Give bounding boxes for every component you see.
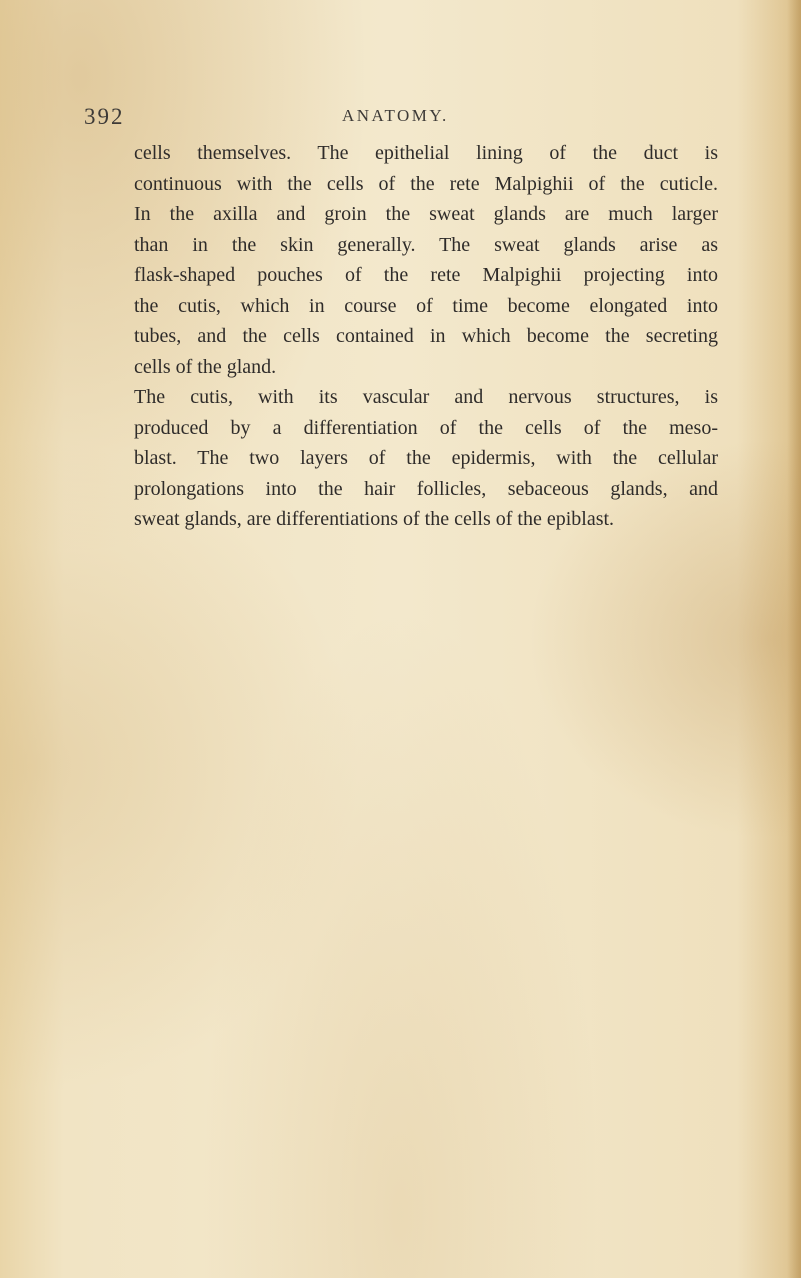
paragraph-start-line: The cutis, with its vascular and nervous structures, is bbox=[134, 386, 718, 408]
page-header bbox=[84, 104, 724, 138]
page-number: 392 bbox=[84, 104, 125, 129]
running-head: ANATOMY. bbox=[342, 106, 449, 125]
text-line: blast. The two layers of the epidermis, with the cellular bbox=[134, 447, 718, 469]
text-line: continuous with the cells of the rete Malpighii of the cuticle. bbox=[134, 172, 718, 195]
text-line: cells of the gland. bbox=[134, 355, 277, 378]
text-line: than in the skin generally. The sweat glands arise as bbox=[134, 233, 718, 256]
text-line: cells themselves. The epithelial lining of the duct is bbox=[134, 142, 718, 164]
text-line: prolongations into the hair follicles, sebaceous glands, and bbox=[134, 477, 718, 500]
text-line: flask-shaped pouches of the rete Malpighii projecting into bbox=[134, 264, 718, 286]
text-line: In the axilla and groin the sweat glands are much larger bbox=[134, 203, 718, 225]
body-text bbox=[134, 138, 718, 535]
text-line: sweat glands, are differentiations of the cells of the epiblast. bbox=[134, 508, 615, 530]
page-edge-shadow bbox=[787, 0, 801, 1278]
text-line: tubes, and the cells contained in which become the secreting bbox=[134, 325, 718, 347]
text-line: the cutis, which in course of time become elongated into bbox=[134, 294, 718, 317]
text-line: produced by a differentiation of the cells of the meso- bbox=[134, 416, 718, 439]
